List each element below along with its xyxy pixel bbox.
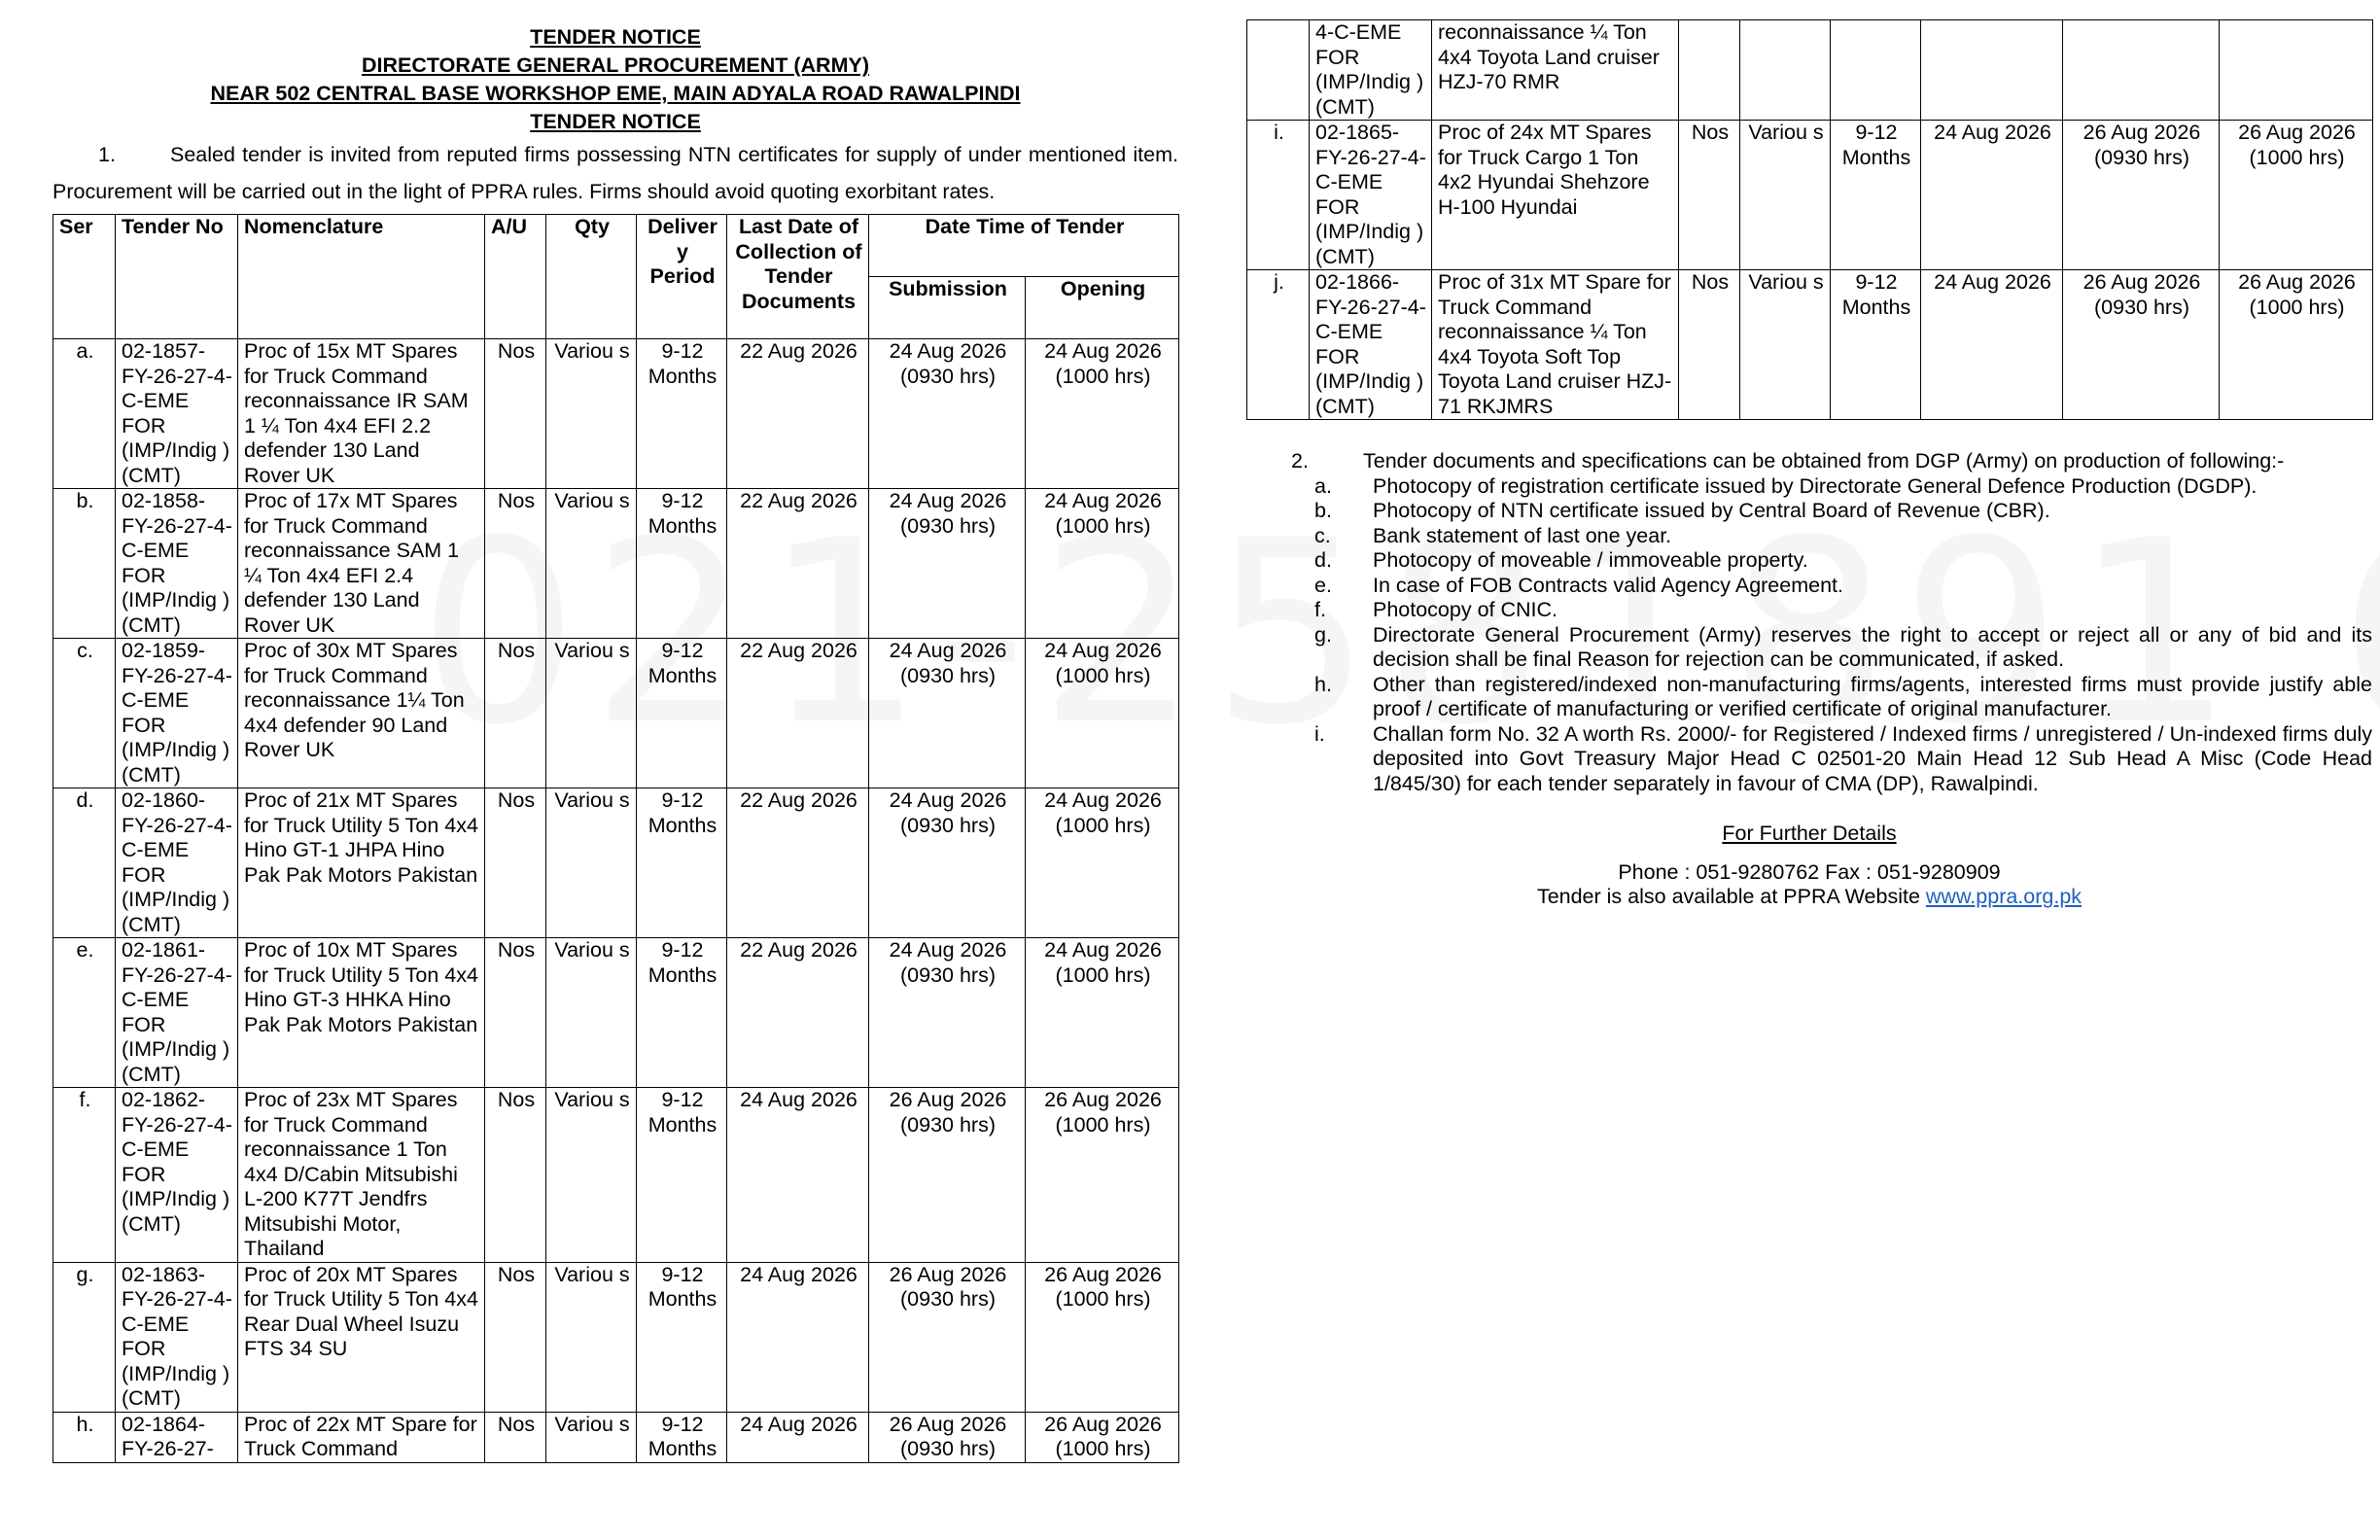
cell-tender-no: 02-1860-FY-26-27-4-C-EME FOR (IMP/Indig ) (CMT) [116,788,238,938]
cell-submission: 26 Aug 2026 (0930 hrs) [2063,121,2220,270]
list-item-text: Photocopy of NTN certificate issued by Central Board of Revenue (CBR). [1373,499,2050,522]
list-item-text: In case of FOB Contracts valid Agency Agreement. [1373,573,1843,597]
cell-au: Nos [1679,270,1740,420]
col-header-nomenclature: Nomenclature [238,215,485,339]
paragraph-2-text: Tender documents and specifications can be obtained from DGP (Army) on production of following:- [1363,449,2285,472]
cell-nomenclature: Proc of 21x MT Spares for Truck Utility 5 Ton 4x4 Hino GT-1 JHPA Hino Pak Pak Motors Pakistan [238,788,485,938]
cell-nomenclature: Proc of 15x MT Spares for Truck Command reconnaissance IR SAM 1 ¼ Ton 4x4 EFI 2.2 defender 130 Land Rover UK [238,339,485,489]
cell-tender-no: 4-C-EME FOR (IMP/Indig ) (CMT) [1310,20,1432,121]
cell-delivery [1831,20,1921,121]
table-header-row [53,215,1179,277]
list-item [1246,598,2372,623]
cell-opening [2220,20,2373,121]
cell-ser: e. [53,938,116,1088]
cell-nomenclature: reconnaissance ¼ Ton 4x4 Toyota Land cruiser HZJ-70 RMR [1432,20,1679,121]
cell-tender-no: 02-1862-FY-26-27-4-C-EME FOR (IMP/Indig ) (CMT) [116,1088,238,1263]
cell-qty: Variou s [546,339,637,489]
cell-submission: 24 Aug 2026 (0930 hrs) [869,339,1026,489]
cell-opening: 26 Aug 2026 (1000 hrs) [1026,1412,1179,1462]
cell-opening: 26 Aug 2026 (1000 hrs) [2220,270,2373,420]
cell-submission: 24 Aug 2026 (0930 hrs) [869,639,1026,788]
contact-numbers: Phone : 051-9280762 Fax : 051-9280909 [1618,859,2001,884]
col-header-ser: Ser [53,215,116,339]
cell-qty: Variou s [546,938,637,1088]
cell-tender-no: 02-1865-FY-26-27-4-C-EME FOR (IMP/Indig ) (CMT) [1310,121,1432,270]
paragraph-1 [52,136,1178,210]
list-item-label: e. [1314,573,1332,597]
cell-nomenclature: Proc of 23x MT Spares for Truck Command reconnaissance 1 Ton 4x4 D/Cabin Mitsubishi L-200 K77T Jendfrs Mitsubishi Motor, Thailand [238,1088,485,1263]
further-details-title: For Further Details [1722,822,1897,845]
cell-last-date: 22 Aug 2026 [727,788,869,938]
cell-qty: Variou s [546,1412,637,1462]
list-item-label: g. [1314,622,1332,647]
list-item-label: d. [1314,548,1332,572]
directorate-address: NEAR 502 CENTRAL BASE WORKSHOP EME, MAIN ADYALA ROAD RAWALPINDI [210,82,1021,105]
list-item-label: b. [1314,499,1332,522]
cell-last-date: 24 Aug 2026 [1921,270,2063,420]
cell-tender-no: 02-1857-FY-26-27-4-C-EME FOR (IMP/Indig ) (CMT) [116,339,238,489]
cell-au: Nos [485,788,546,938]
cell-nomenclature: Proc of 24x MT Spares for Truck Cargo 1 Ton 4x2 Hyundai Shehzore H-100 Hyundai [1432,121,1679,270]
cell-ser: c. [53,639,116,788]
cell-nomenclature: Proc of 30x MT Spares for Truck Command reconnaissance 1¼ Ton 4x4 defender 90 Land Rover UK [238,639,485,788]
cell-au: Nos [485,1262,546,1412]
table-row [53,339,1179,489]
cell-opening: 24 Aug 2026 (1000 hrs) [1026,489,1179,639]
cell-delivery: 9-12 Months [637,639,727,788]
ppra-text: Tender is also available at PPRA Website [1536,885,1926,908]
cell-tender-no: 02-1863-FY-26-27-4-C-EME FOR (IMP/Indig ) (CMT) [116,1262,238,1412]
cell-last-date: 24 Aug 2026 [727,1262,869,1412]
cell-qty: Variou s [546,788,637,938]
cell-submission: 24 Aug 2026 (0930 hrs) [869,938,1026,1088]
col-header-submission: Submission [869,277,1026,339]
list-item [1246,722,2372,797]
list-item-text: Photocopy of CNIC. [1373,598,1558,621]
cell-tender-no: 02-1859-FY-26-27-4-C-EME FOR (IMP/Indig ) (CMT) [116,639,238,788]
cell-ser [1247,20,1310,121]
cell-nomenclature: Proc of 10x MT Spares for Truck Utility 5 Ton 4x4 Hino GT-3 HHKA Hino Pak Pak Motors Pakistan [238,938,485,1088]
cell-opening: 24 Aug 2026 (1000 hrs) [1026,639,1179,788]
cell-submission: 26 Aug 2026 (0930 hrs) [869,1412,1026,1462]
cell-submission: 24 Aug 2026 (0930 hrs) [869,788,1026,938]
ppra-line [1246,885,2372,910]
cell-qty: Variou s [546,489,637,639]
left-column [52,23,1178,1463]
cell-delivery: 9-12 Months [637,339,727,489]
cell-tender-no: 02-1861-FY-26-27-4-C-EME FOR (IMP/Indig ) (CMT) [116,938,238,1088]
notice-subtitle: TENDER NOTICE [530,110,701,133]
cell-ser: b. [53,489,116,639]
cell-delivery: 9-12 Months [637,938,727,1088]
col-header-delivery: Delivery Period [637,215,727,339]
cell-delivery: 9-12 Months [637,489,727,639]
list-item-text: Photocopy of moveable / immoveable property. [1373,548,1808,572]
notice-title: TENDER NOTICE [530,25,701,49]
cell-au: Nos [485,489,546,639]
cell-au: Nos [485,339,546,489]
paragraph-2 [1246,449,2372,796]
list-item-label: h. [1314,672,1332,696]
tender-table-left [52,214,1179,1463]
cell-opening: 24 Aug 2026 (1000 hrs) [1026,788,1179,938]
cell-qty: Variou s [1740,270,1831,420]
table-row [53,1088,1179,1263]
requirements-list [1246,474,2372,797]
table-row [1247,20,2373,121]
cell-au [1679,20,1740,121]
cell-qty [1740,20,1831,121]
list-item-label: c. [1314,523,1331,547]
table-row [53,489,1179,639]
list-item [1246,499,2372,524]
cell-au: Nos [485,938,546,1088]
cell-submission: 24 Aug 2026 (0930 hrs) [869,489,1026,639]
cell-last-date [1921,20,2063,121]
list-item-label: i. [1314,721,1325,746]
list-item-text: Bank statement of last one year. [1373,523,1672,547]
table-row [1247,121,2373,270]
cell-au: Nos [485,1412,546,1462]
cell-nomenclature: Proc of 20x MT Spares for Truck Utility 5 Ton 4x4 Rear Dual Wheel Isuzu FTS 34 SU [238,1262,485,1412]
table-row [1247,270,2373,420]
cell-ser: j. [1247,270,1310,420]
col-header-qty: Qty [546,215,637,339]
col-header-opening: Opening [1026,277,1179,339]
col-header-last-date: Last Date of Collection of Tender Documents [727,215,869,339]
cell-opening: 24 Aug 2026 (1000 hrs) [1026,339,1179,489]
col-header-au: A/U [485,215,546,339]
list-item-text: Photocopy of registration certificate issued by Directorate General Defence Production (DGDP). [1373,473,2258,498]
cell-nomenclature: Proc of 31x MT Spare for Truck Command reconnaissance ¼ Ton 4x4 Toyota Soft Top Toyota Land cruiser HZJ-71 RKJMRS [1432,270,1679,420]
cell-submission: 26 Aug 2026 (0930 hrs) [869,1262,1026,1412]
table-row [53,788,1179,938]
cell-opening: 24 Aug 2026 (1000 hrs) [1026,938,1179,1088]
cell-tender-no: 02-1864-FY-26-27- [116,1412,238,1462]
cell-delivery: 9-12 Months [1831,121,1921,270]
list-item [1246,474,2372,500]
cell-au: Nos [1679,121,1740,270]
cell-qty: Variou s [546,1088,637,1263]
cell-last-date: 24 Aug 2026 [727,1412,869,1462]
paragraph-1-number: 1. [98,143,116,166]
cell-ser: d. [53,788,116,938]
table-row [53,938,1179,1088]
cell-delivery: 9-12 Months [1831,270,1921,420]
cell-qty: Variou s [546,639,637,788]
list-item [1246,524,2372,549]
further-details [1246,822,2372,910]
cell-delivery: 9-12 Months [637,1088,727,1263]
cell-delivery: 9-12 Months [637,1412,727,1462]
list-item [1246,623,2372,673]
col-header-date-time: Date Time of Tender [869,215,1179,277]
table-row [53,1262,1179,1412]
cell-au: Nos [485,1088,546,1263]
cell-au: Nos [485,639,546,788]
cell-ser: a. [53,339,116,489]
cell-last-date: 22 Aug 2026 [727,639,869,788]
cell-last-date: 22 Aug 2026 [727,489,869,639]
col-header-tender-no: Tender No [116,215,238,339]
cell-nomenclature: Proc of 22x MT Spare for Truck Command [238,1412,485,1462]
paragraph-2-number: 2. [1291,449,1309,472]
cell-tender-no: 02-1866-FY-26-27-4-C-EME FOR (IMP/Indig ) (CMT) [1310,270,1432,420]
cell-ser: h. [53,1412,116,1462]
directorate-name: DIRECTORATE GENERAL PROCUREMENT (ARMY) [362,53,869,77]
list-item [1246,673,2372,722]
cell-submission: 26 Aug 2026 (0930 hrs) [2063,270,2220,420]
cell-qty: Variou s [1740,121,1831,270]
list-item-label: f. [1314,598,1326,621]
cell-ser: f. [53,1088,116,1263]
cell-submission: 26 Aug 2026 (0930 hrs) [869,1088,1026,1263]
cell-qty: Variou s [546,1262,637,1412]
cell-delivery: 9-12 Months [637,788,727,938]
cell-last-date: 24 Aug 2026 [727,1088,869,1263]
list-item-text: Other than registered/indexed non-manufacturing firms/agents, interested firms must provide justify able proof / certificate of manufacturing or verified certificate of original manufacturer. [1373,672,2372,720]
cell-nomenclature: Proc of 17x MT Spares for Truck Command reconnaissance SAM 1 ¼ Ton 4x4 EFI 2.4 defender 130 Land Rover UK [238,489,485,639]
list-item-text: Challan form No. 32 A worth Rs. 2000/- for Registered / Indexed firms / unregistered / Un-indexed firms duly deposited into Govt Treasury Major Head C 02501-20 Main Head 12 Sub Head A Misc (Code Head 1/845/30) for each tender separately in favour of CMA (DP), Rawalpindi. [1373,721,2372,795]
cell-ser: i. [1247,121,1310,270]
list-item [1246,548,2372,574]
cell-opening: 26 Aug 2026 (1000 hrs) [1026,1262,1179,1412]
tender-table-right [1246,19,2373,420]
table-row [53,639,1179,788]
cell-last-date: 22 Aug 2026 [727,938,869,1088]
table-row [53,1412,1179,1462]
cell-submission [2063,20,2220,121]
cell-last-date: 22 Aug 2026 [727,339,869,489]
list-item [1246,574,2372,599]
cell-delivery: 9-12 Months [637,1262,727,1412]
paragraph-1-text: Sealed tender is invited from reputed firms possessing NTN certificates for supply of under mentioned item. Procurement will be carried out in the light of PPRA rules. Firms should avoid quoting exorbitant rates. [52,143,1178,203]
list-item-text: Directorate General Procurement (Army) reserves the right to accept or reject all or any of bid and its decision shall be final Reason for rejection can be communicated, if asked. [1373,622,2372,671]
ppra-link[interactable]: www.ppra.org.pk [1925,885,2082,908]
list-item-label: a. [1314,473,1332,498]
right-column [1246,20,2372,910]
cell-ser: g. [53,1262,116,1412]
cell-opening: 26 Aug 2026 (1000 hrs) [1026,1088,1179,1263]
cell-tender-no: 02-1858-FY-26-27-4-C-EME FOR (IMP/Indig ) (CMT) [116,489,238,639]
cell-opening: 26 Aug 2026 (1000 hrs) [2220,121,2373,270]
cell-last-date: 24 Aug 2026 [1921,121,2063,270]
